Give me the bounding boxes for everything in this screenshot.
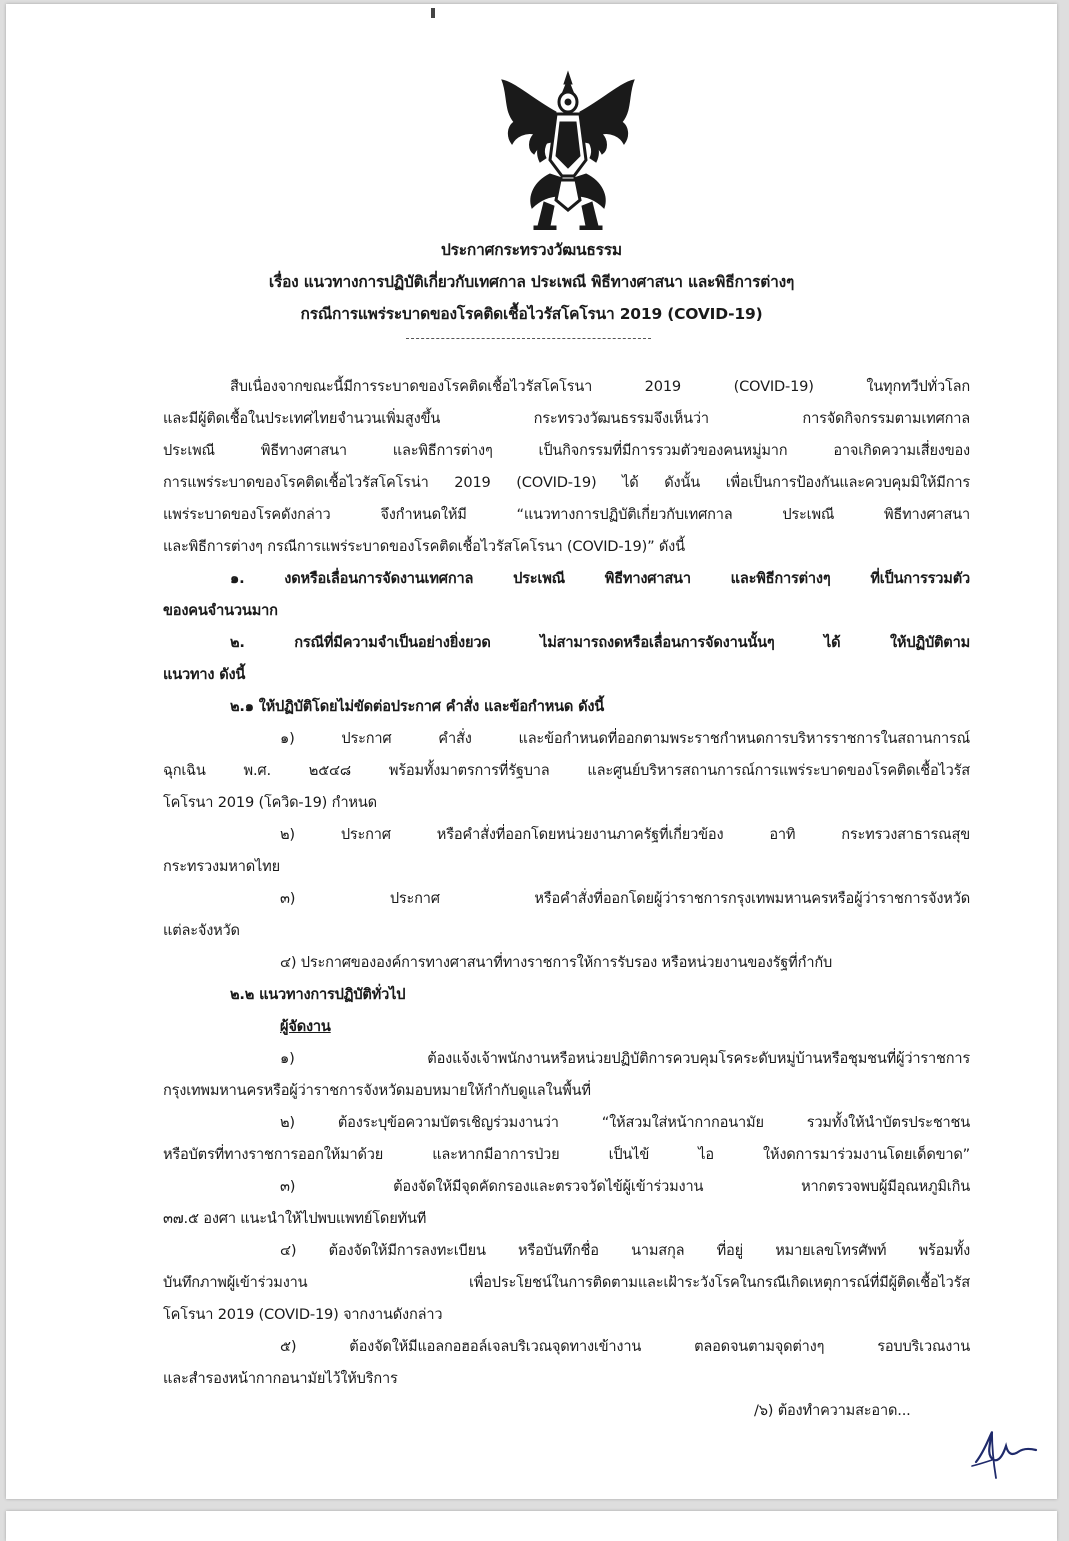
paragraph-line: และมีผู้ติดเชื้อในประเทศไทยจำนวนเพิ่มสูงขึ้น กระทรวงวัฒนธรรมจึงเห็นว่า การจัดกิจกรรมตามเทศกาล	[163, 410, 970, 427]
sub-item: ๑) ประกาศ คำสั่ง และข้อกำหนดที่ออกตามพระราชกำหนดการบริหารราชการในสถานการณ์	[280, 730, 970, 747]
sub-item: ๒) ประกาศ หรือคำสั่งที่ออกโดยหน่วยงานภาครัฐที่เกี่ยวข้อง อาทิ กระทรวงสาธารณสุข	[280, 826, 970, 843]
organizer-item: ๒) ต้องระบุข้อความบัตรเชิญร่วมงานว่า “ให้สวมใส่หน้ากากอนามัย รวมทั้งให้นำบัตรประชาชน	[280, 1114, 970, 1131]
paragraph-line: และพิธีการต่างๆ กรณีการแพร่ระบาดของโรคติดเชื้อไวรัสโคโรนา (COVID-19)” ดังนี้	[163, 538, 685, 555]
sub-item-cont: โคโรนา 2019 (โควิด-19) กำหนด	[163, 794, 377, 811]
staple-mark	[431, 8, 435, 18]
title-divider	[406, 338, 651, 339]
organizer-item: ๑) ต้องแจ้งเจ้าพนักงานหรือหน่วยปฏิบัติการควบคุมโรคระดับหมู่บ้านหรือชุมชนที่ผู้ว่าราชการ	[280, 1050, 970, 1067]
sub-item-cont: แต่ละจังหวัด	[163, 922, 240, 939]
paragraph-line: สืบเนื่องจากขณะนี้มีการระบาดของโรคติดเชื้อไวรัสโคโรนา 2019 (COVID-19) ในทุกทวีปทั่วโลก	[230, 378, 970, 395]
announcement-subject-cont: กรณีการแพร่ระบาดของโรคติดเชื้อไวรัสโคโรนา 2019 (COVID-19)	[300, 305, 763, 323]
item-1: ๑. งดหรือเลื่อนการจัดงานเทศกาล ประเพณี พิธีทางศาสนา และพิธีการต่างๆ ที่เป็นการรวมตัว	[230, 570, 970, 587]
paragraph-line: แพร่ระบาดของโรคดังกล่าว จึงกำหนดให้มี “แนวทางการปฏิบัติเกี่ยวกับเทศกาล ประเพณี พิธีทางศาสนา	[163, 506, 970, 523]
next-page-edge	[6, 1511, 1057, 1541]
sub-item: ๓) ประกาศ หรือคำสั่งที่ออกโดยผู้ว่าราชการกรุงเทพมหานครหรือผู้ว่าราชการจังหวัด	[280, 890, 970, 907]
sub-item: ๔) ประกาศขององค์การทางศาสนาที่ทางราชการให้การรับรอง หรือหน่วยงานของรัฐที่กำกับ	[280, 954, 833, 971]
announcement-title: ประกาศกระทรวงวัฒนธรรม	[441, 241, 622, 259]
garuda-emblem	[494, 70, 642, 230]
organizer-item: ๓) ต้องจัดให้มีจุดคัดกรองและตรวจวัดไข้ผู้เข้าร่วมงาน หากตรวจพบผู้มีอุณหภูมิเกิน	[280, 1178, 970, 1195]
paragraph-line: ประเพณี พิธีทางศาสนา และพิธีการต่างๆ เป็นกิจกรรมที่มีการรวมตัวของคนหมู่มาก อาจเกิดความเสี่ยงของ	[163, 442, 970, 459]
organizer-item-cont: ๓๗.๕ องศา แนะนำให้ไปพบแพทย์โดยทันที	[163, 1210, 427, 1227]
item-2-cont: แนวทาง ดังนี้	[163, 666, 246, 683]
organizer-item-cont: กรุงเทพมหานครหรือผู้ว่าราชการจังหวัดมอบหมายให้กำกับดูแลในพื้นที่	[163, 1082, 591, 1099]
organizer-item-cont: และสำรองหน้ากากอนามัยไว้ให้บริการ	[163, 1370, 398, 1387]
item-2-2-heading: ๒.๒ แนวทางการปฏิบัติทั่วไป	[230, 986, 406, 1003]
organizer-item: ๔) ต้องจัดให้มีการลงทะเบียน หรือบันทึกชื่อ นามสกุล ที่อยู่ หมายเลขโทรศัพท์ พร้อมทั้ง	[280, 1242, 970, 1259]
item-2-1-heading: ๒.๑ ให้ปฏิบัติโดยไม่ขัดต่อประกาศ คำสั่ง และข้อกำหนด ดังนี้	[230, 698, 605, 715]
continuation-note: /๖) ต้องทำความสะอาด...	[754, 1402, 911, 1419]
document-page	[6, 4, 1057, 1499]
item-1-cont: ของคนจำนวนมาก	[163, 602, 278, 619]
sub-item-cont: กระทรวงมหาดไทย	[163, 858, 280, 875]
organizer-heading: ผู้จัดงาน	[280, 1018, 331, 1035]
item-2: ๒. กรณีที่มีความจำเป็นอย่างยิ่งยวด ไม่สามารถงดหรือเลื่อนการจัดงานนั้นๆ ได้ ให้ปฏิบัติตาม	[230, 634, 970, 651]
organizer-item-cont: หรือบัตรที่ทางราชการออกให้มาด้วย และหากมีอาการป่วย เป็นไข้ ไอ ให้งดการมาร่วมงานโดยเด็ดขาด”	[163, 1146, 970, 1163]
handwritten-signature	[970, 1422, 1042, 1480]
paragraph-line: การแพร่ระบาดของโรคติดเชื้อไวรัสโคโรน่า 2019 (COVID-19) ได้ ดังนั้น เพื่อเป็นการป้องกันและควบคุมมิให้มีการ	[163, 474, 970, 491]
organizer-item-cont: บันทึกภาพผู้เข้าร่วมงาน เพื่อประโยชน์ในการติดตามและเฝ้าระวังโรคในกรณีเกิดเหตุการณ์ที่มีผู้ติดเชื้อไวรัส	[163, 1274, 970, 1291]
organizer-item: ๕) ต้องจัดให้มีแอลกอฮอล์เจลบริเวณจุดทางเข้างาน ตลอดจนตามจุดต่างๆ รอบบริเวณงาน	[280, 1338, 970, 1355]
organizer-item-cont: โคโรนา 2019 (COVID-19) จากงานดังกล่าว	[163, 1306, 443, 1323]
sub-item-cont: ฉุกเฉิน พ.ศ. ๒๕๔๘ พร้อมทั้งมาตรการที่รัฐบาล และศูนย์บริหารสถานการณ์การแพร่ระบาดของโรคติดเชื้อไวรัส	[163, 762, 970, 779]
announcement-subject: เรื่อง แนวทางการปฏิบัติเกี่ยวกับเทศกาล ประเพณี พิธีทางศาสนา และพิธีการต่างๆ	[268, 273, 795, 291]
